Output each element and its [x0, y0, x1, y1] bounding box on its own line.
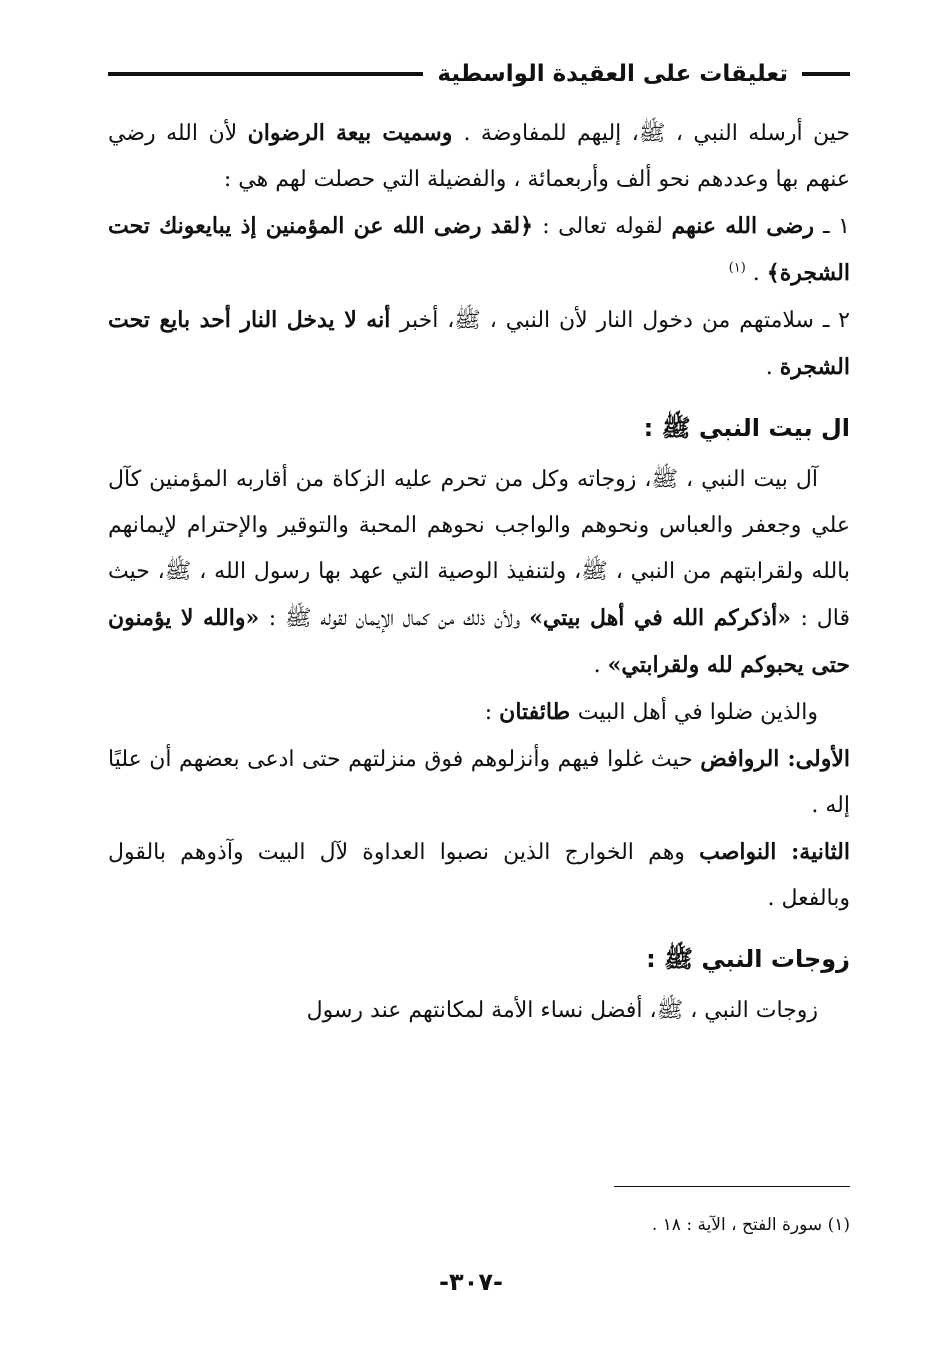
paragraph-ahl-al-bayt: [108, 457, 850, 689]
hadith-quote: «والله لا يؤمنون حتى يحبوكم لله ولقرابتي»: [108, 605, 850, 678]
list-item-2: [108, 297, 850, 391]
text-span: والذين ضلوا في أهل البيت: [577, 700, 818, 725]
hadith-quote: «أذكركم الله في أهل بيتي»: [529, 605, 801, 631]
group-label: الثانية: النواصب: [699, 839, 850, 865]
text-span: لأن الله رضي عنهم بها وعددهم نحو ألف وأربعمائة ، والفضيلة التي حصلت لهم هي :: [108, 121, 850, 192]
paragraph-intro: [108, 110, 850, 203]
quran-verse: ﴿لقد رضى الله عن المؤمنين إذ يبايعونك تحت الشجرة﴾: [108, 213, 850, 286]
footnote: (١) سورة الفتح ، الآية : ١٨ .: [651, 1215, 850, 1235]
bold-span: طائفتان: [499, 699, 578, 725]
bold-span: وسميت بيعة الرضوان: [247, 120, 464, 146]
text-span: لقوله تعالى :: [542, 214, 672, 239]
body-text: [108, 110, 850, 1034]
section-heading-ahl-al-bayt: ال بيت النبي ﷺ :: [643, 414, 850, 442]
text-span: .: [765, 355, 780, 380]
paragraph-wives: زوجات النبي ، ﷺ، أفضل نساء الأمة لمكانتهم عند رسول: [306, 998, 818, 1023]
paragraph-first-group: [108, 736, 850, 829]
text-span: .: [752, 261, 767, 286]
text-span: وهم الخوارج الذين نصبوا العداوة لآل البيت وآذوهم بالقول وبالفعل .: [108, 840, 850, 911]
paragraph-second-group: [108, 829, 850, 922]
list-item-1: [108, 203, 850, 297]
text-span: ولأن ذلك من كمال الإيمان لقوله ﷺ :: [268, 606, 530, 631]
section-heading-wives: زوجات النبي ﷺ :: [646, 945, 850, 973]
bold-span: أنه لا يدخل النار أحد بايع تحت الشجرة: [108, 307, 850, 380]
header-rule-long: [108, 72, 423, 76]
text-span: :: [484, 700, 500, 725]
group-label: الأولى: الروافض: [700, 746, 851, 772]
text-span: آل بيت النبي ، ﷺ، زوجاته وكل من تحرم عليه الزكاة من أقاربه المؤمنين كآل علي وجعفر والعباس ونحوهم والواجب نحوهم المحبة والتوقير والإحترام لإيمانهم بالله ولقرابتهم من النبي ، ﷺ، ولتنفيذ الوصية التي عهد بها رسول الله ، ﷺ، حيث قال :: [108, 467, 850, 631]
page-number: -٣٠٧-: [439, 1268, 503, 1296]
bold-span: رضى الله عنهم: [671, 213, 824, 239]
footnote-reference[interactable]: (١): [728, 260, 746, 276]
footnote-divider: [614, 1186, 850, 1187]
paragraph-two-groups: [108, 689, 850, 736]
header-rule-short: [802, 72, 850, 76]
text-span: سلامتهم من دخول النار لأن النبي ، ﷺ، أخبر: [399, 308, 823, 333]
item-number: ١ ـ: [823, 214, 850, 239]
running-header: [108, 52, 850, 96]
text-span: .: [593, 653, 608, 678]
header-title: تعليقات على العقيدة الواسطية: [437, 61, 788, 87]
item-number: ٢ ـ: [822, 308, 850, 333]
text-span: حين أرسله النبي ، ﷺ، إليهم للمفاوضة .: [463, 121, 851, 146]
text-span: حيث غلوا فيهم وأنزلوهم فوق منزلتهم حتى ادعى بعضهم أن عليًا إله .: [108, 747, 850, 818]
